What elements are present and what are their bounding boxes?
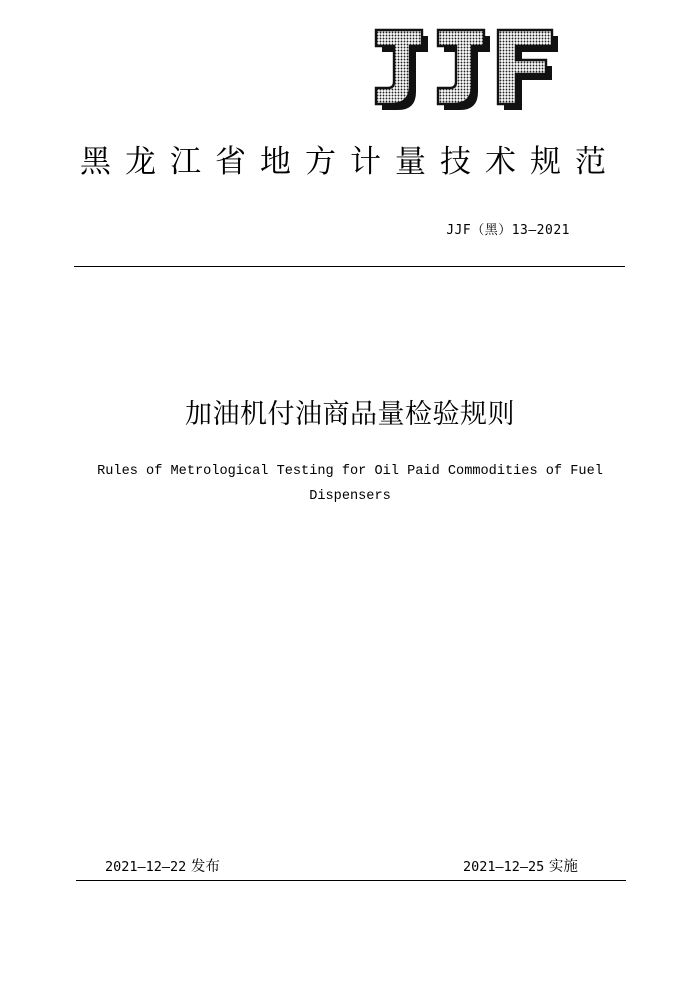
publish-date: 2021—12—22 — [105, 859, 187, 875]
footer-divider — [76, 880, 626, 881]
implement-date: 2021—12—25 — [463, 859, 545, 875]
publish-label: 发布 — [190, 859, 220, 875]
document-title-chinese: 加油机付油商品量检验规则 — [185, 399, 515, 430]
implement-date-block — [463, 855, 578, 876]
issuing-body-title: 黑龙江省地方计量技术规范 — [80, 144, 620, 180]
publish-date-block — [105, 855, 220, 876]
document-title-english: Rules of Metrological Testing for Oil Paid Commodities of Fuel Dispensers — [97, 464, 603, 504]
document-number: JJF（黑）13—2021 — [446, 223, 570, 238]
jjf-logo — [370, 28, 562, 112]
implement-label: 实施 — [548, 859, 578, 875]
header-divider — [74, 266, 625, 267]
